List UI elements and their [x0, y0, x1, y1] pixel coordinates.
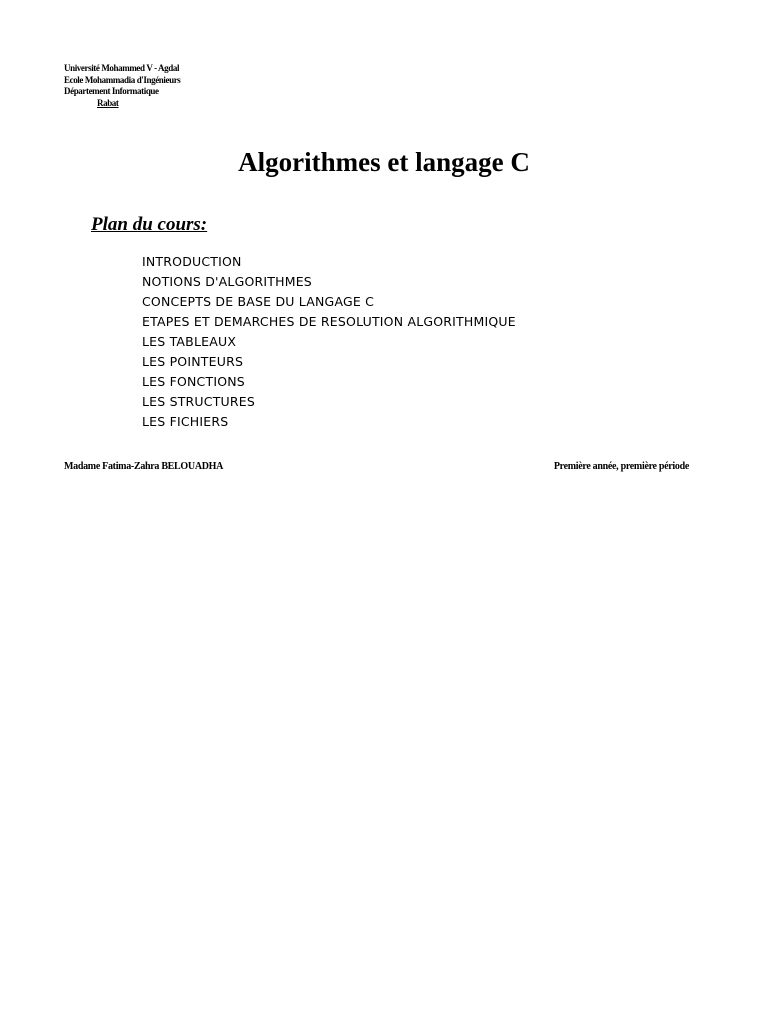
- outline-item-functions: LES FONCTIONS: [142, 374, 245, 389]
- university-name: Université Mohammed V - Agdal: [64, 63, 180, 73]
- city-name: Rabat: [97, 97, 119, 108]
- document-title: Algorithmes et langage C: [238, 147, 530, 177]
- outline-item-structures: LES STRUCTURES: [142, 394, 256, 409]
- outline-item-files: LES FICHIERS: [142, 414, 229, 429]
- outline-item-c-basics: CONCEPTS DE BASE DU LANGAGE C: [142, 294, 375, 309]
- outline-item-arrays: LES TABLEAUX: [142, 334, 237, 349]
- outline-item-resolution-steps: ETAPES ET DEMARCHES DE RESOLUTION ALGORITHMIQUE: [142, 314, 516, 329]
- course-outline-list: [142, 252, 516, 432]
- author-name: Madame Fatima-Zahra BELOUADHA: [64, 461, 224, 472]
- institution-header: [64, 63, 180, 109]
- academic-period: Première année, première période: [553, 461, 689, 472]
- plan-heading: Plan du cours:: [91, 214, 208, 235]
- school-name: Ecole Mohammadia d'Ingénieurs: [64, 74, 181, 85]
- outline-item-pointers: LES POINTEURS: [142, 354, 244, 369]
- outline-item-algorithms: NOTIONS D'ALGORITHMES: [142, 274, 312, 289]
- outline-item-introduction: INTRODUCTION: [142, 254, 242, 269]
- department-name: Département Informatique: [64, 86, 159, 96]
